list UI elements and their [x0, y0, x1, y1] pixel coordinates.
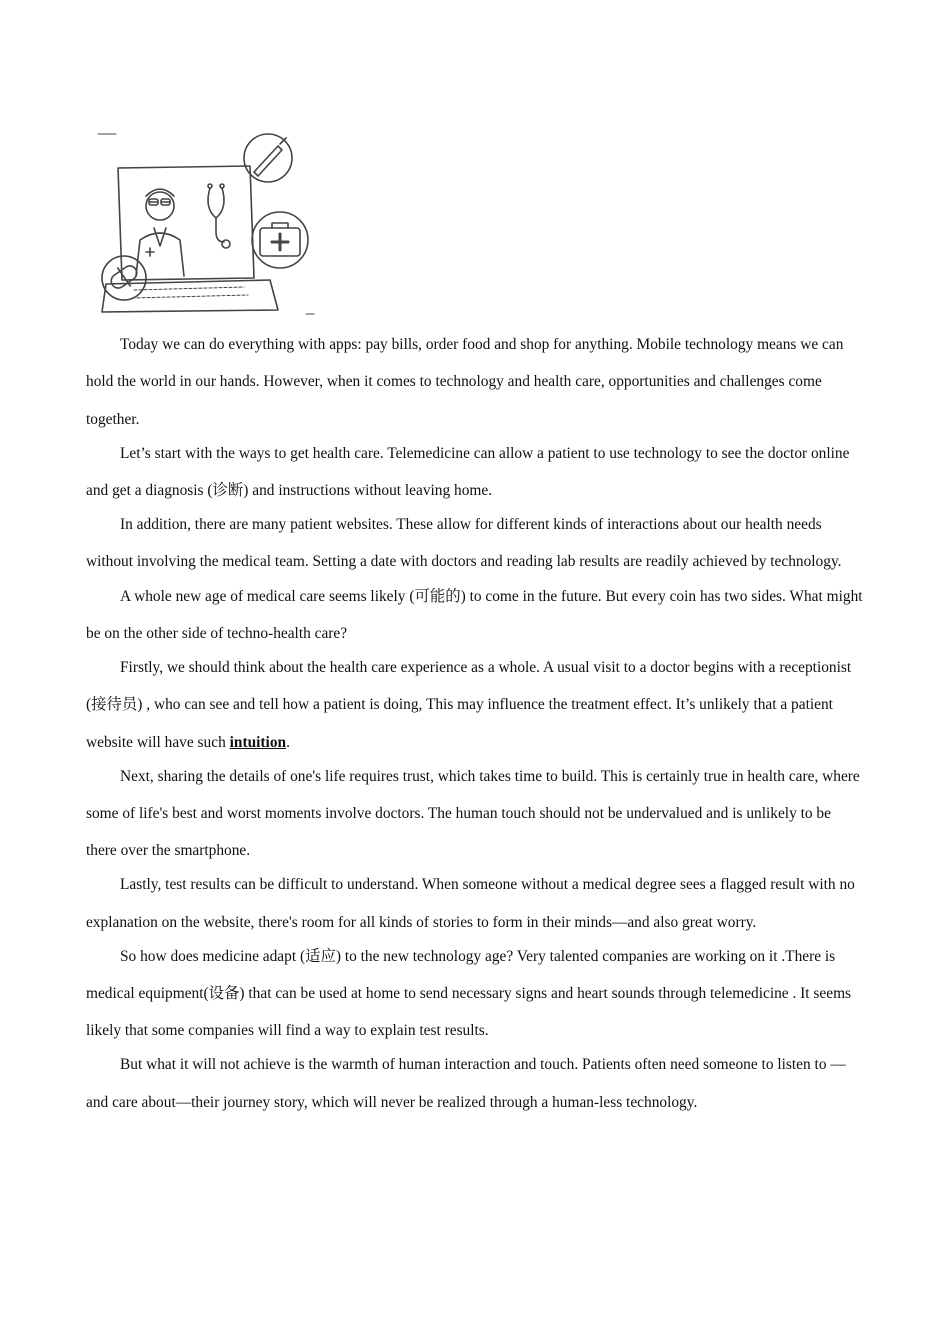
- laptop-screen-icon: [118, 166, 254, 280]
- paragraph-2: [86, 435, 864, 510]
- paragraph-9: [86, 1046, 864, 1121]
- article-body: [86, 326, 864, 1121]
- keyword-intuition: intuition: [229, 733, 287, 751]
- paragraph-7-text: Lastly, test results can be difficult to understand. When someone without a medical degree sees a flagged result with no explanation on the website, there's room for all kinds of stories to form in their minds—and also great worry.: [86, 876, 855, 931]
- paragraph-3: [86, 506, 864, 581]
- paragraph-8-text: So how does medicine adapt (适应) to the new technology age? Very talented companies are working on it .There is medical equipment(设备) that can be used at home to send necessary signs and heart sounds through telemedicine . It seems likely that some companies will find a way to explain test results.: [86, 947, 852, 1040]
- telemedicine-illustration: [94, 128, 322, 320]
- paragraph-4: [86, 578, 864, 653]
- paragraph-1: [86, 326, 864, 438]
- paragraph-6: [86, 758, 864, 870]
- paragraph-5: [86, 649, 864, 761]
- paragraph-6-text: Next, sharing the details of one's life requires trust, which takes time to build. This is certainly true in health care, where some of life's best and worst moments involve doctors. The human touch should not be undervalued and is unlikely to be there over the smartphone.: [86, 767, 860, 860]
- paragraph-7: [86, 866, 864, 941]
- pill-icon: [102, 256, 146, 300]
- doctor-icon: [136, 189, 184, 276]
- paragraph-9-text: But what it will not achieve is the warmth of human interaction and touch. Patients often need someone to listen to —and care about—their journey story, which will never be realized through a human-less technology.: [86, 1056, 846, 1111]
- stethoscope-icon: [208, 184, 230, 248]
- paragraph-4-text: A whole new age of medical care seems likely (可能的) to come in the future. But every coin has two sides. What might be on the other side of techno-health care?: [86, 587, 863, 642]
- paragraph-1-text: Today we can do everything with apps: pay bills, order food and shop for anything. Mobile technology means we can hold the world in our hands. However, when it comes to technology and health care, opportunities and challenges come together.: [86, 336, 844, 428]
- first-aid-kit-icon: [252, 212, 308, 268]
- syringe-icon: [244, 134, 292, 182]
- laptop-base-icon: [102, 280, 278, 312]
- paragraph-2-text: Let’s start with the ways to get health care. Telemedicine can allow a patient to use technology to see the doctor online and get a diagnosis (诊断) and instructions without leaving home.: [86, 444, 850, 499]
- paragraph-8: [86, 938, 864, 1050]
- paragraph-5-end: .: [286, 733, 290, 751]
- paragraph-5-text: Firstly, we should think about the health care experience as a whole. A usual visit to a doctor begins with a receptionist (接待员) , who can see and tell how a patient is doing, This may influence the treatment effect. It’s unlikely that a patient website will have such: [86, 658, 852, 751]
- paragraph-3-text: In addition, there are many patient websites. These allow for different kinds of interactions about our health needs without involving the medical team. Setting a date with doctors and reading lab results are readily achieved by technology.: [86, 516, 842, 571]
